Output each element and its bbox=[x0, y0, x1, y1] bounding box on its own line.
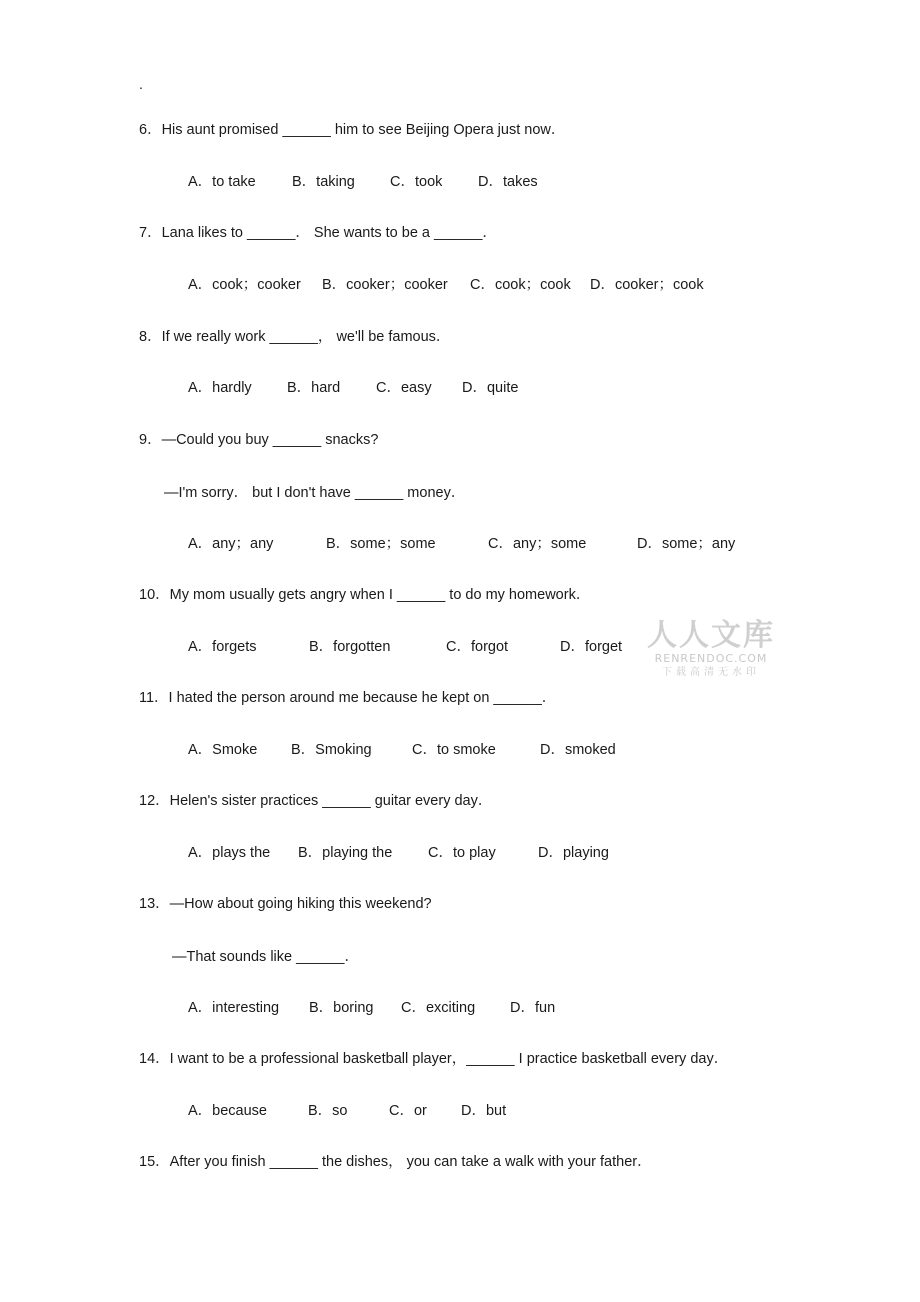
q13-option-b: B．boring bbox=[309, 1000, 374, 1016]
question-8-stem: 8．If we really work ______， we'll be famous． bbox=[139, 329, 451, 345]
q11-option-d: D．smoked bbox=[540, 742, 616, 758]
q13-option-d: D．fun bbox=[510, 1000, 556, 1016]
q9-option-d: D．some；any bbox=[637, 536, 736, 552]
question-12-stem: 12．Helen's sister practices ______ guitar every day． bbox=[139, 793, 493, 809]
q7-option-d: D．cooker；cook bbox=[590, 277, 704, 293]
q11-option-a: A．Smoke bbox=[188, 742, 258, 758]
q11-option-b: B．Smoking bbox=[291, 742, 372, 758]
q8-option-d: D．quite bbox=[462, 380, 519, 396]
question-9-stem: 9．—Could you buy ______ snacks? bbox=[139, 432, 379, 448]
q10-option-b: B．forgotten bbox=[309, 639, 391, 655]
q9-option-c: C．any；some bbox=[488, 536, 587, 552]
q9-option-a: A．any；any bbox=[188, 536, 274, 552]
q7-option-a: A．cook；cooker bbox=[188, 277, 301, 293]
question-14-stem: 14．I want to be a professional basketball player，______ I practice basketball every day． bbox=[139, 1051, 729, 1067]
question-11-stem: 11．I hated the person around me because he kept on ______． bbox=[139, 690, 557, 706]
q12-option-a: A．plays the bbox=[188, 845, 271, 861]
q10-option-d: D．forget bbox=[560, 639, 623, 655]
question-13-stem: 13．—How about going hiking this weekend? bbox=[139, 896, 432, 912]
question-7-stem: 7．Lana likes to ______． She wants to be a ______． bbox=[139, 225, 497, 241]
q14-option-b: B．so bbox=[308, 1103, 348, 1119]
q14-option-a: A．because bbox=[188, 1103, 267, 1119]
question-13-reply: —That sounds like ______． bbox=[172, 949, 359, 965]
q12-option-d: D．playing bbox=[538, 845, 609, 861]
q7-option-b: B．cooker；cooker bbox=[322, 277, 448, 293]
watermark-title: 人人文库 bbox=[647, 618, 775, 653]
question-6-stem: 6．His aunt promised ______ him to see Beijing Opera just now． bbox=[139, 122, 566, 138]
q9-option-b: B．some；some bbox=[326, 536, 436, 552]
top-dot: . bbox=[139, 76, 143, 92]
q7-option-c: C．cook；cook bbox=[470, 277, 571, 293]
question-9-reply: —I'm sorry． but I don't have ______ money． bbox=[164, 485, 466, 501]
q8-option-b: B．hard bbox=[287, 380, 341, 396]
q6-option-d: D．takes bbox=[478, 174, 538, 190]
q12-option-b: B．playing the bbox=[298, 845, 393, 861]
watermark-logo bbox=[646, 620, 776, 680]
q10-option-c: C．forgot bbox=[446, 639, 509, 655]
q8-option-a: A．hardly bbox=[188, 380, 252, 396]
q6-option-c: C．took bbox=[390, 174, 443, 190]
q10-option-a: A．forgets bbox=[188, 639, 257, 655]
q13-option-c: C．exciting bbox=[401, 1000, 476, 1016]
question-15-stem: 15．After you finish ______ the dishes， you can take a walk with your father． bbox=[139, 1154, 652, 1170]
q8-option-c: C．easy bbox=[376, 380, 432, 396]
q12-option-c: C．to play bbox=[428, 845, 496, 861]
q11-option-c: C．to smoke bbox=[412, 742, 496, 758]
watermark-subtitle: 下载高清无水印 bbox=[662, 667, 760, 678]
question-10-stem: 10．My mom usually gets angry when I ______ to do my homework． bbox=[139, 587, 591, 603]
q6-option-b: B．taking bbox=[292, 174, 355, 190]
watermark-url: RENRENDOC.COM bbox=[654, 652, 768, 665]
q6-option-a: A．to take bbox=[188, 174, 256, 190]
q14-option-c: C．or bbox=[389, 1103, 427, 1119]
q13-option-a: A．interesting bbox=[188, 1000, 280, 1016]
q14-option-d: D．but bbox=[461, 1103, 507, 1119]
